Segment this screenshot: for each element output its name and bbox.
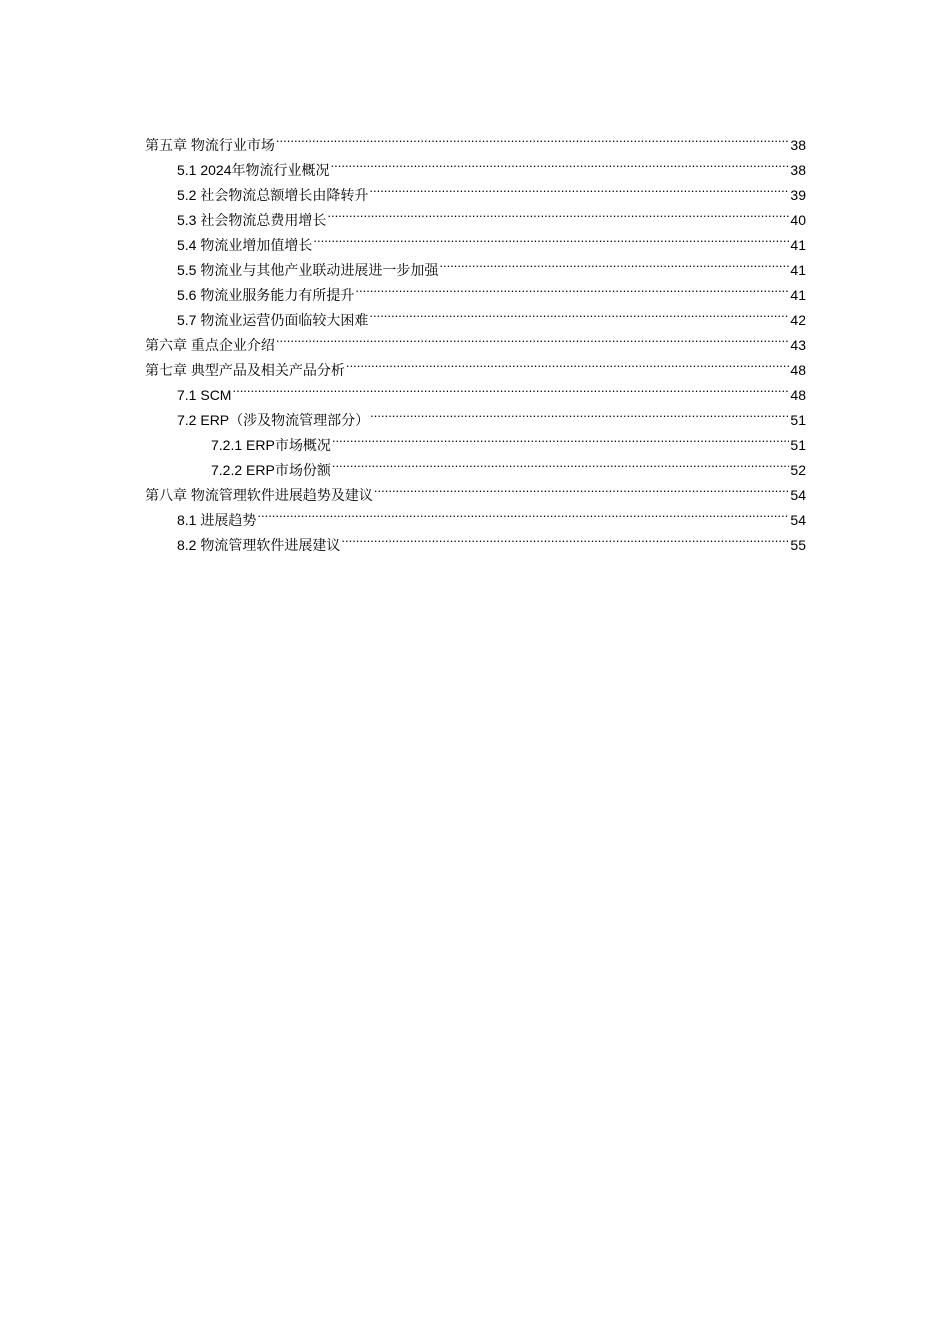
toc-entry-title: 第七章 典型产品及相关产品分析 (145, 362, 345, 378)
toc-dot-leader (331, 150, 790, 175)
toc-entry-page: 39 (790, 187, 806, 203)
toc-entry-title: 第六章 重点企业介绍 (145, 337, 275, 353)
toc-dot-leader (332, 425, 790, 450)
toc-entry-page: 54 (790, 512, 806, 528)
toc-entry-title: 7.2 ERP（涉及物流管理部分） (177, 412, 370, 428)
toc-entry-title: 5.3 社会物流总费用增长 (177, 212, 327, 228)
toc-dot-leader (370, 400, 789, 425)
toc-entry-title: 7.2.1 ERP市场概况 (211, 437, 331, 453)
toc-entry-7-2[interactable] (145, 400, 806, 428)
toc-dot-leader (369, 300, 789, 325)
toc-entry-page: 40 (790, 212, 806, 228)
toc-dot-leader (313, 225, 789, 250)
toc-entry-title: 5.1 2024年物流行业概况 (177, 162, 330, 178)
toc-entry-title: 5.5 物流业与其他产业联动进展进一步加强 (177, 262, 439, 278)
toc-entry-title: 第八章 物流管理软件进展趋势及建议 (145, 487, 373, 503)
toc-entry-page: 51 (790, 412, 806, 428)
toc-entry-title: 5.7 物流业运营仍面临较大困难 (177, 312, 369, 328)
toc-dot-leader (257, 500, 789, 525)
toc-entry-page: 41 (790, 262, 806, 278)
toc-entry-title: 5.6 物流业服务能力有所提升 (177, 287, 355, 303)
toc-dot-leader (232, 375, 789, 400)
toc-dot-leader (341, 525, 789, 550)
toc-dot-leader (276, 125, 790, 150)
toc-entry-page: 41 (790, 237, 806, 253)
toc-entry-page: 52 (790, 462, 806, 478)
toc-dot-leader (276, 325, 790, 350)
toc-entry-chapter-5[interactable] (145, 125, 806, 153)
toc-entry-page: 41 (790, 287, 806, 303)
toc-entry-title: 5.4 物流业增加值增长 (177, 237, 313, 253)
toc-entry-page: 38 (790, 137, 806, 153)
toc-entry-page: 48 (790, 387, 806, 403)
toc-dot-leader (332, 450, 790, 475)
toc-entry-title: 7.2.2 ERP市场份额 (211, 462, 331, 478)
toc-dot-leader (374, 475, 790, 500)
table-of-contents (145, 125, 806, 553)
toc-entry-page: 48 (790, 362, 806, 378)
toc-entry-title: 7.1 SCM (177, 387, 232, 403)
toc-entry-title: 第五章 物流行业市场 (145, 137, 275, 153)
toc-entry-page: 54 (790, 487, 806, 503)
toc-dot-leader (439, 250, 789, 275)
toc-dot-leader (369, 175, 789, 200)
toc-entry-page: 55 (790, 537, 806, 553)
toc-entry-page: 42 (790, 312, 806, 328)
toc-entry-title: 5.2 社会物流总额增长由降转升 (177, 187, 369, 203)
toc-entry-page: 51 (790, 437, 806, 453)
toc-entry-7-1[interactable] (145, 375, 806, 403)
toc-entry-title: 8.2 物流管理软件进展建议 (177, 537, 341, 553)
toc-dot-leader (355, 275, 789, 300)
toc-entry-page: 43 (790, 337, 806, 353)
toc-entry-page: 38 (790, 162, 806, 178)
toc-dot-leader (346, 350, 790, 375)
toc-entry-title: 8.1 进展趋势 (177, 512, 257, 528)
toc-dot-leader (327, 200, 789, 225)
